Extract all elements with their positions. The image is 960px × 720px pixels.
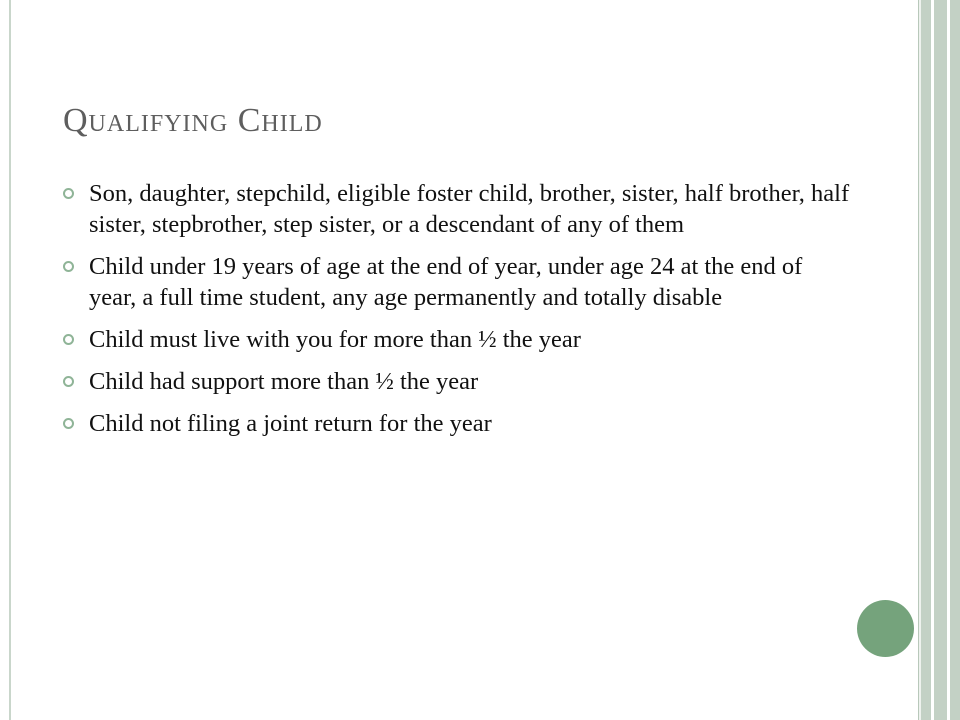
bullet-text: Child must live with you for more than ½ the year — [89, 326, 581, 353]
bullet-text: Son, daughter, stepchild, eligible foster child, brother, sister, half brother, half sister, stepbrother, step sister, or a descendant of any of them — [89, 180, 850, 238]
bullet-text: Child had support more than ½ the year — [89, 368, 479, 395]
right-stripe-decoration — [918, 0, 960, 720]
bullet-list — [62, 178, 852, 450]
hollow-circle-bullet-icon — [62, 333, 75, 346]
hollow-circle-bullet-icon — [62, 187, 75, 200]
hollow-circle-bullet-icon — [62, 417, 75, 430]
list-item — [62, 324, 852, 355]
hollow-circle-bullet-icon — [62, 260, 75, 273]
list-item — [62, 366, 852, 397]
list-item — [62, 251, 852, 313]
bullet-text: Child under 19 years of age at the end of year, under age 24 at the end of year, a full time student, any age permanently and totally disable — [89, 253, 803, 311]
list-item — [62, 178, 852, 240]
hollow-circle-bullet-icon — [62, 375, 75, 388]
slide-title: Qualifying Child — [63, 102, 323, 139]
green-circle-icon — [857, 600, 914, 657]
left-frame-line — [9, 0, 11, 720]
bullet-text: Child not filing a joint return for the year — [89, 410, 492, 437]
list-item — [62, 408, 852, 439]
